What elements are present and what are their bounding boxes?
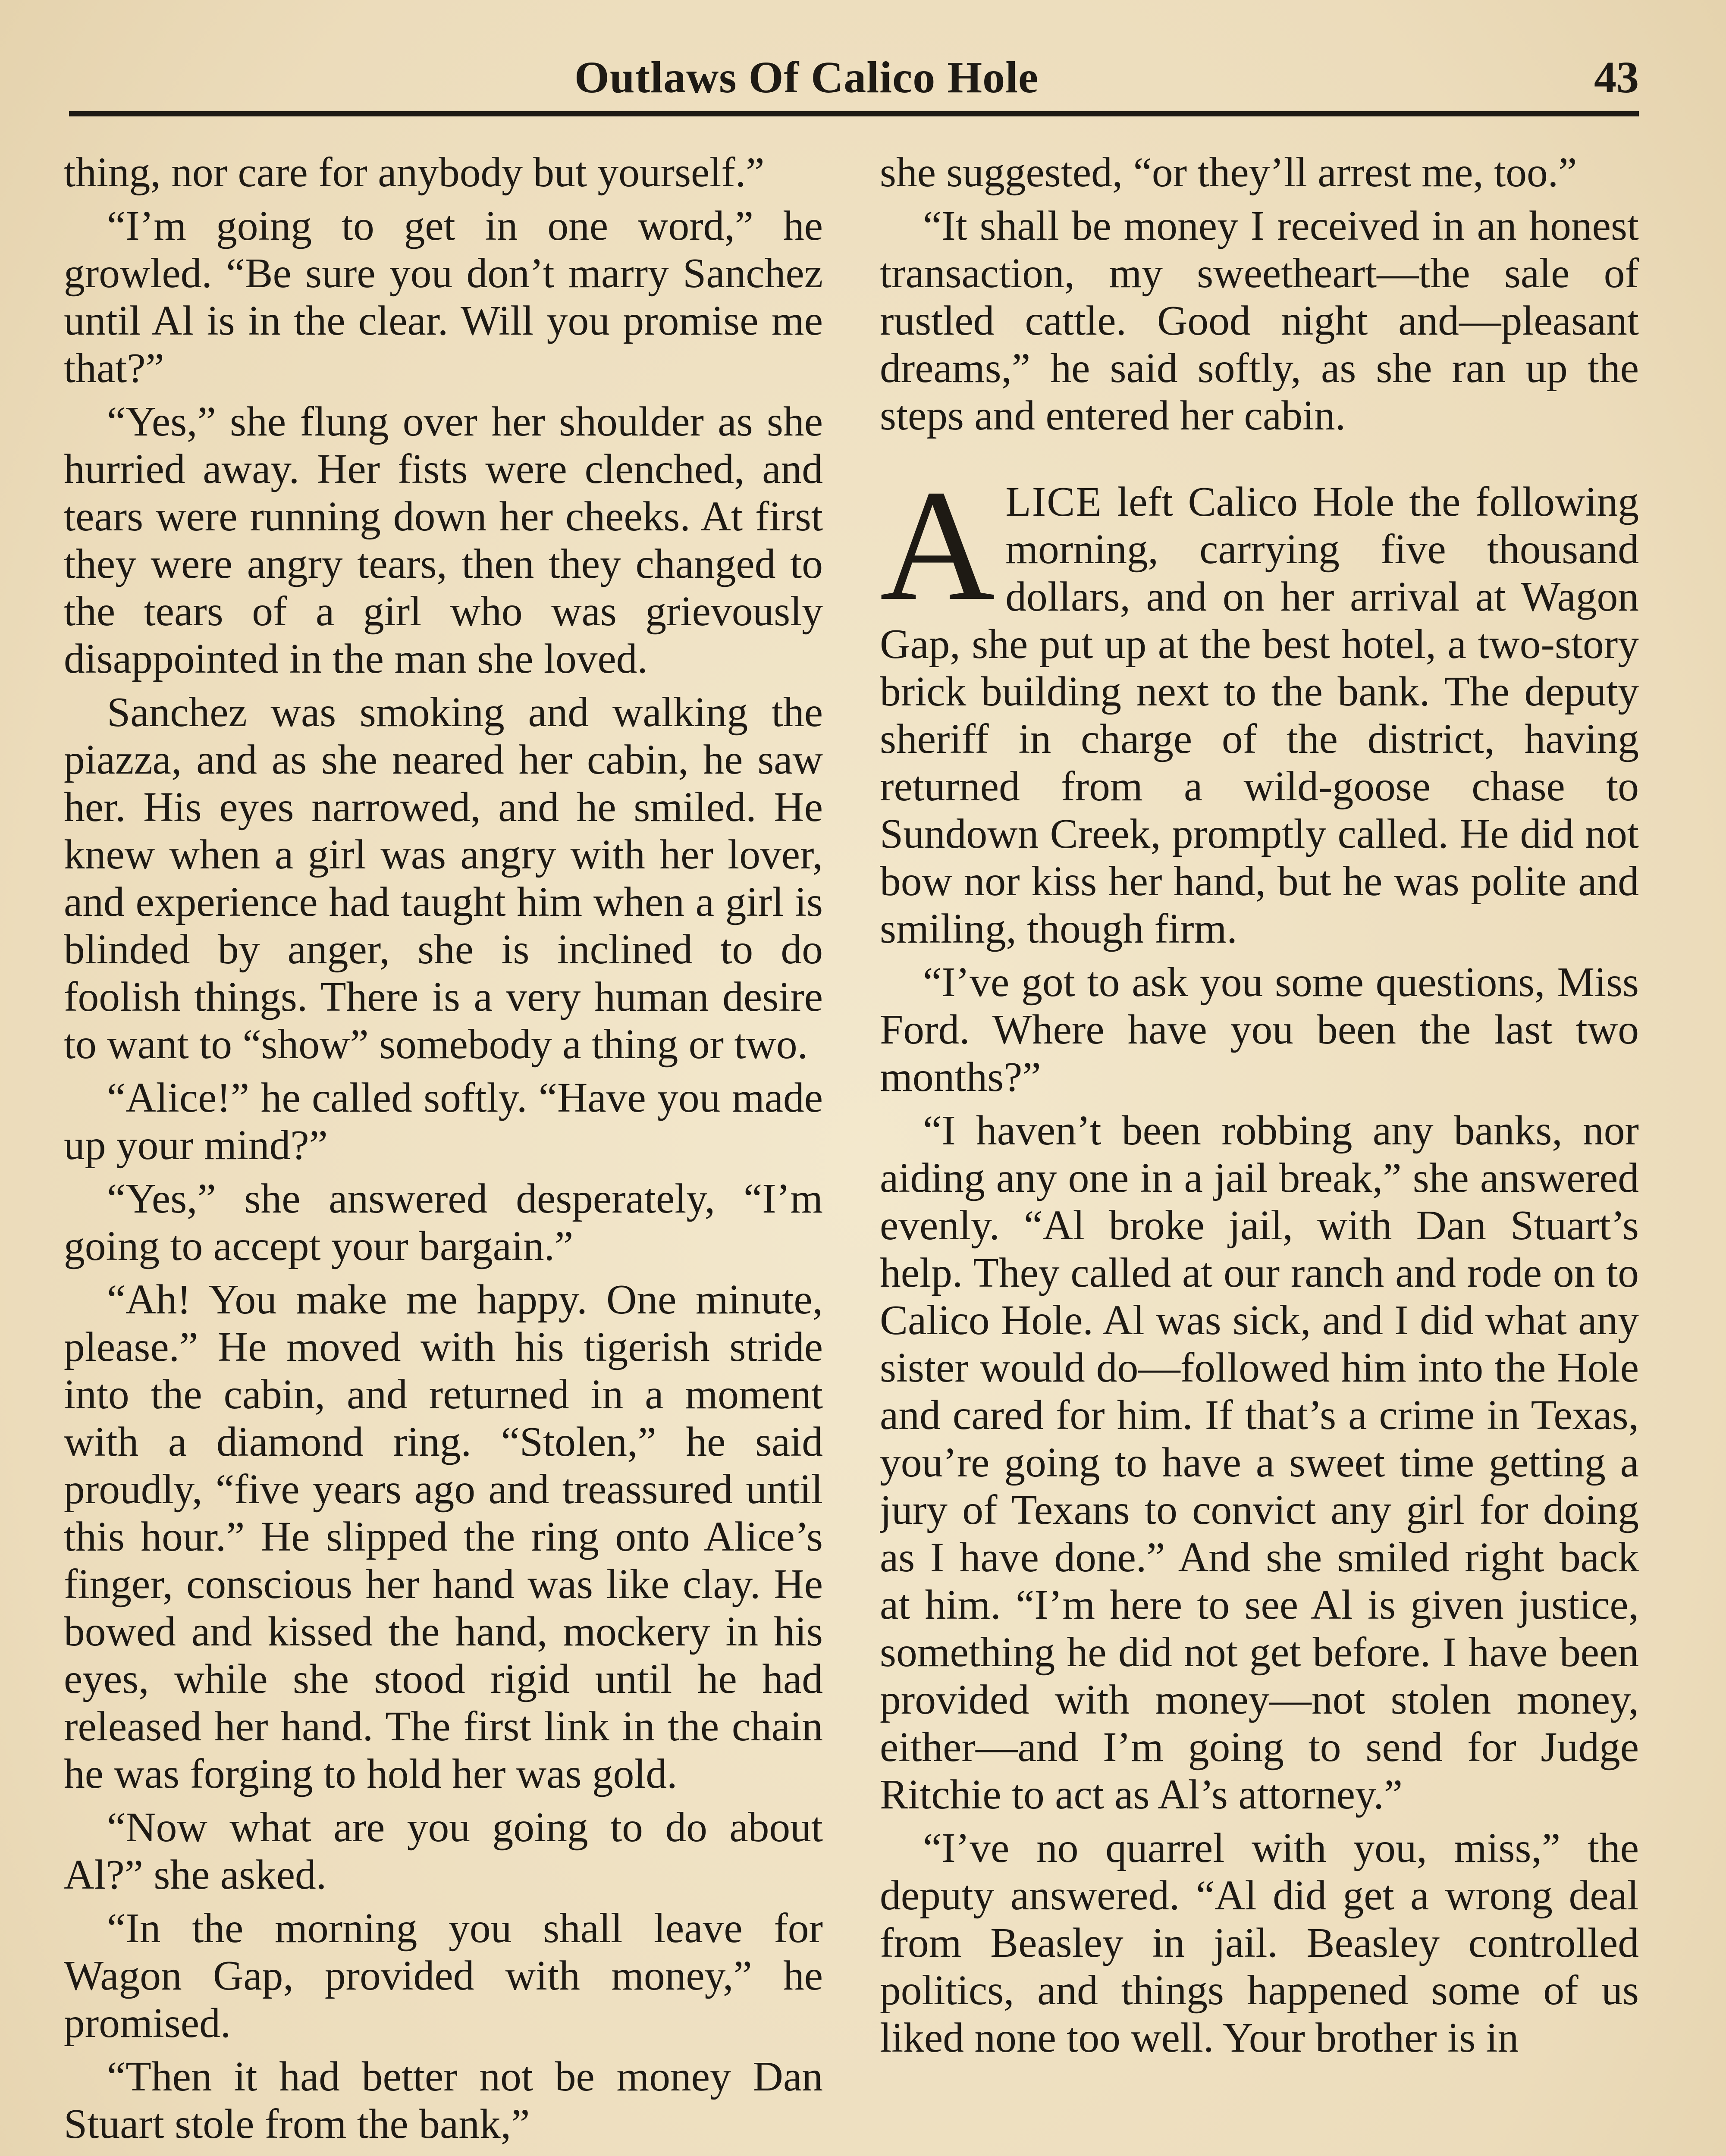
paragraph: “I’ve no quarrel with you, miss,” the deputy answered. “Al did get a wrong deal from Beasley in jail. Beasley controlled politics, and things happened some of us liked none too well. Your brother is in — [880, 1825, 1639, 2061]
drop-cap-smallcaps: LICE — [1005, 479, 1102, 525]
right-column — [880, 149, 1639, 2156]
drop-cap-paragraph — [880, 457, 1639, 953]
paragraph: “Then it had better not be money Dan Stuart stole from the bank,” — [64, 2053, 823, 2147]
header-rule — [69, 111, 1639, 116]
paragraph: “I haven’t been robbing any banks, nor aiding any one in a jail break,” she answered evenly. “Al broke jail, with Dan Stuart’s help. They called at our ranch and rode on to Calico Hole. Al was sick, and I did what any sister would do—followed him into the Hole and cared for him. If that’s a crime in Texas, you’re going to have a sweet time getting a jury of Texans to convict any girl for doing as I have done.” And she smiled right back at him. “I’m here to see Al is given justice, something he did not get before. I have been provided with money—not stolen money, either—and I’m going to send for Judge Ritchie to act as Al’s attorney.” — [880, 1107, 1639, 1818]
page-header — [69, 47, 1639, 108]
paragraph: she suggested, “or they’ll arrest me, too.” — [880, 149, 1577, 196]
paragraph: “In the morning you shall leave for Wagon Gap, provided with money,” he promised. — [64, 1905, 823, 2046]
running-title: Outlaws Of Calico Hole — [574, 53, 1039, 102]
paragraph: “Yes,” she answered desperately, “I’m going to accept your bargain.” — [64, 1175, 823, 1269]
paragraph: “I’m going to get in one word,” he growled. “Be sure you don’t marry Sanchez until Al is in the clear. Will you promise me that?” — [64, 203, 823, 392]
drop-cap: A — [880, 457, 995, 634]
paragraph: “I’ve got to ask you some questions, Miss Ford. Where have you been the last two months?” — [880, 959, 1639, 1100]
drop-cap-text: left Calico Hole the following morning, carrying five thousand dollars, and on her arrival at Wagon Gap, she put up at the best hotel, a two-story brick building next to the bank. The deputy sheriff in charge of the district, having returned from a wild-goose chase to Sundown Creek, promptly called. He did not bow nor kiss her hand, but he was polite and smiling, though firm. — [880, 479, 1639, 952]
paragraph: thing, nor care for anybody but yourself.” — [64, 149, 765, 196]
left-column — [64, 149, 823, 2156]
page-number: 43 — [1594, 53, 1639, 102]
paragraph: “It shall be money I received in an honest transaction, my sweetheart—the sale of rustled cattle. Good night and—pleasant dreams,” he said softly, as she ran up the steps and entered her cabin. — [880, 203, 1639, 439]
paragraph: “Yes,” she flung over her shoulder as she hurried away. Her fists were clenched, and tears were running down her cheeks. At first they were angry tears, then they changed to the tears of a girl who was grievously disappointed in the man she loved. — [64, 398, 823, 682]
paragraph: “Now what are you going to do about Al?” she asked. — [64, 1804, 823, 1898]
paragraph: “Alice!” he called softly. “Have you made up your mind?” — [64, 1075, 823, 1169]
paragraph: “Ah! You make me happy. One minute, please.” He moved with his tigerish stride into the cabin, and returned in a moment with a diamond ring. “Stolen,” he said proudly, “five years ago and treassured until this hour.” He slipped the ring onto Alice’s finger, conscious her hand was like clay. He bowed and kissed the hand, mockery in his eyes, while she stood rigid until he had released her hand. The first link in the chain he was forging to hold her was gold. — [64, 1276, 823, 1797]
paragraph: Sanchez was smoking and walking the piazza, and as she neared her cabin, he saw her. His eyes narrowed, and he smiled. He knew when a girl was angry with her lover, and experience had taught him when a girl is blinded by anger, she is inclined to do foolish things. There is a very human desire to want to “show” somebody a thing or two. — [64, 689, 823, 1068]
